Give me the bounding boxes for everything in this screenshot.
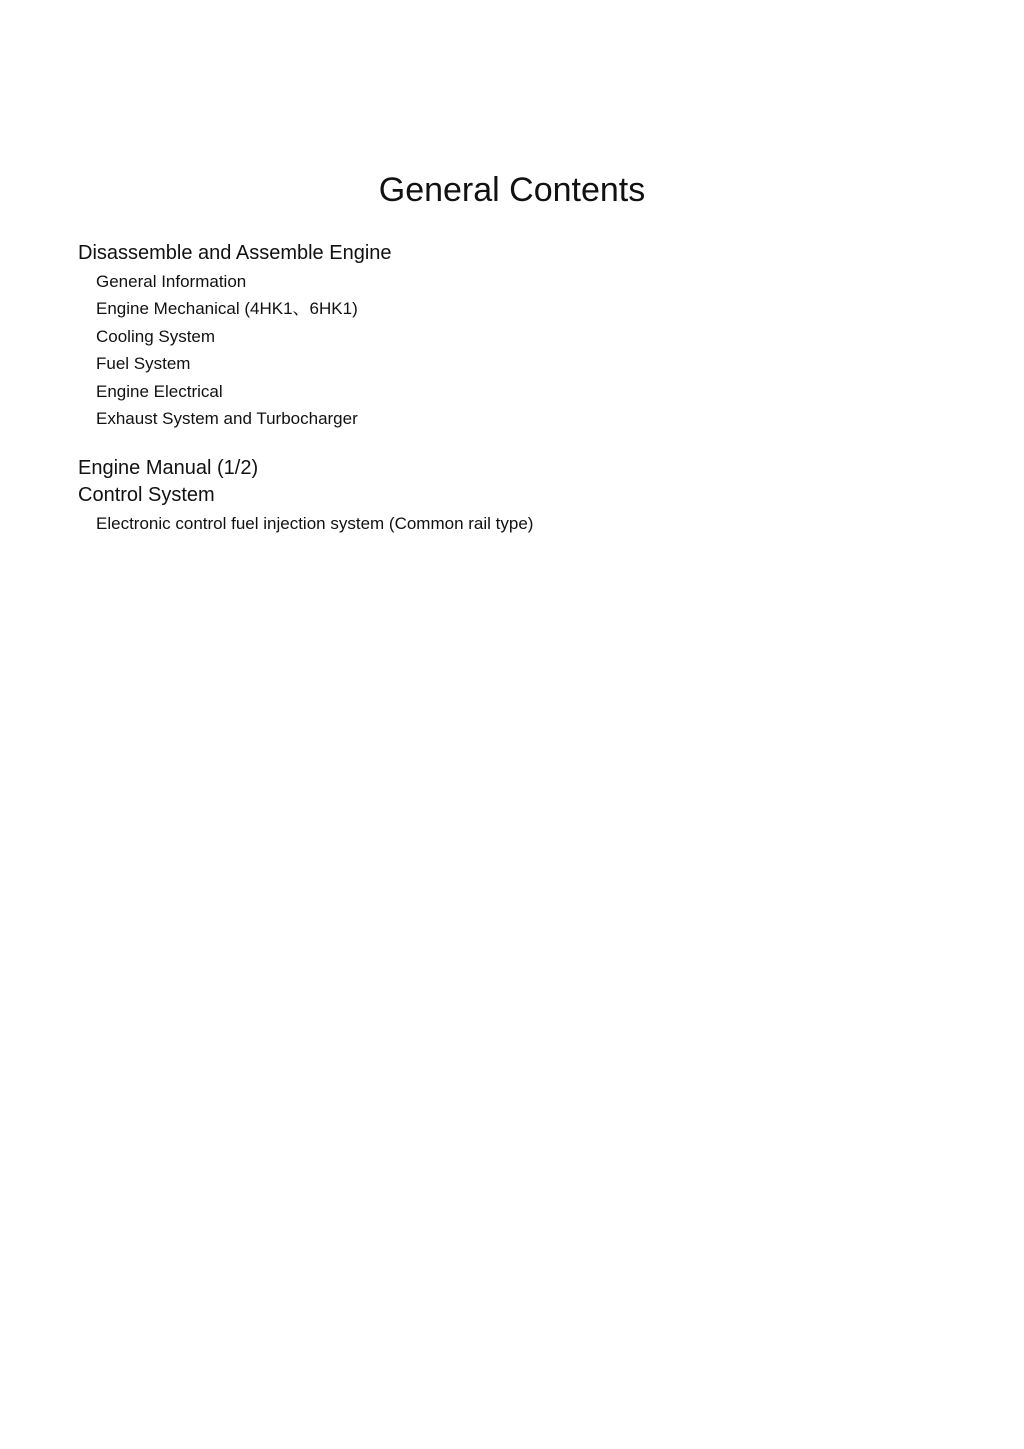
page-title: General Contents xyxy=(378,171,646,209)
toc-item-engine-mechanical: Engine Mechanical (4HK1、6HK1) xyxy=(96,299,358,318)
section-heading-engine-manual: Engine Manual (1/2) xyxy=(78,457,259,479)
section-heading-control-system: Control System xyxy=(78,484,215,506)
toc-item-fuel-system: Fuel System xyxy=(96,354,191,373)
section-heading-disassemble-assemble-engine: Disassemble and Assemble Engine xyxy=(78,242,392,264)
toc-item-electronic-fuel-injection: Electronic control fuel injection system (Common rail type) xyxy=(96,514,534,533)
toc-item-cooling-system: Cooling System xyxy=(96,327,216,346)
toc-item-exhaust-system-turbocharger: Exhaust System and Turbocharger xyxy=(96,409,358,428)
toc-item-general-information: General Information xyxy=(96,272,247,291)
toc-item-engine-electrical: Engine Electrical xyxy=(96,382,223,401)
